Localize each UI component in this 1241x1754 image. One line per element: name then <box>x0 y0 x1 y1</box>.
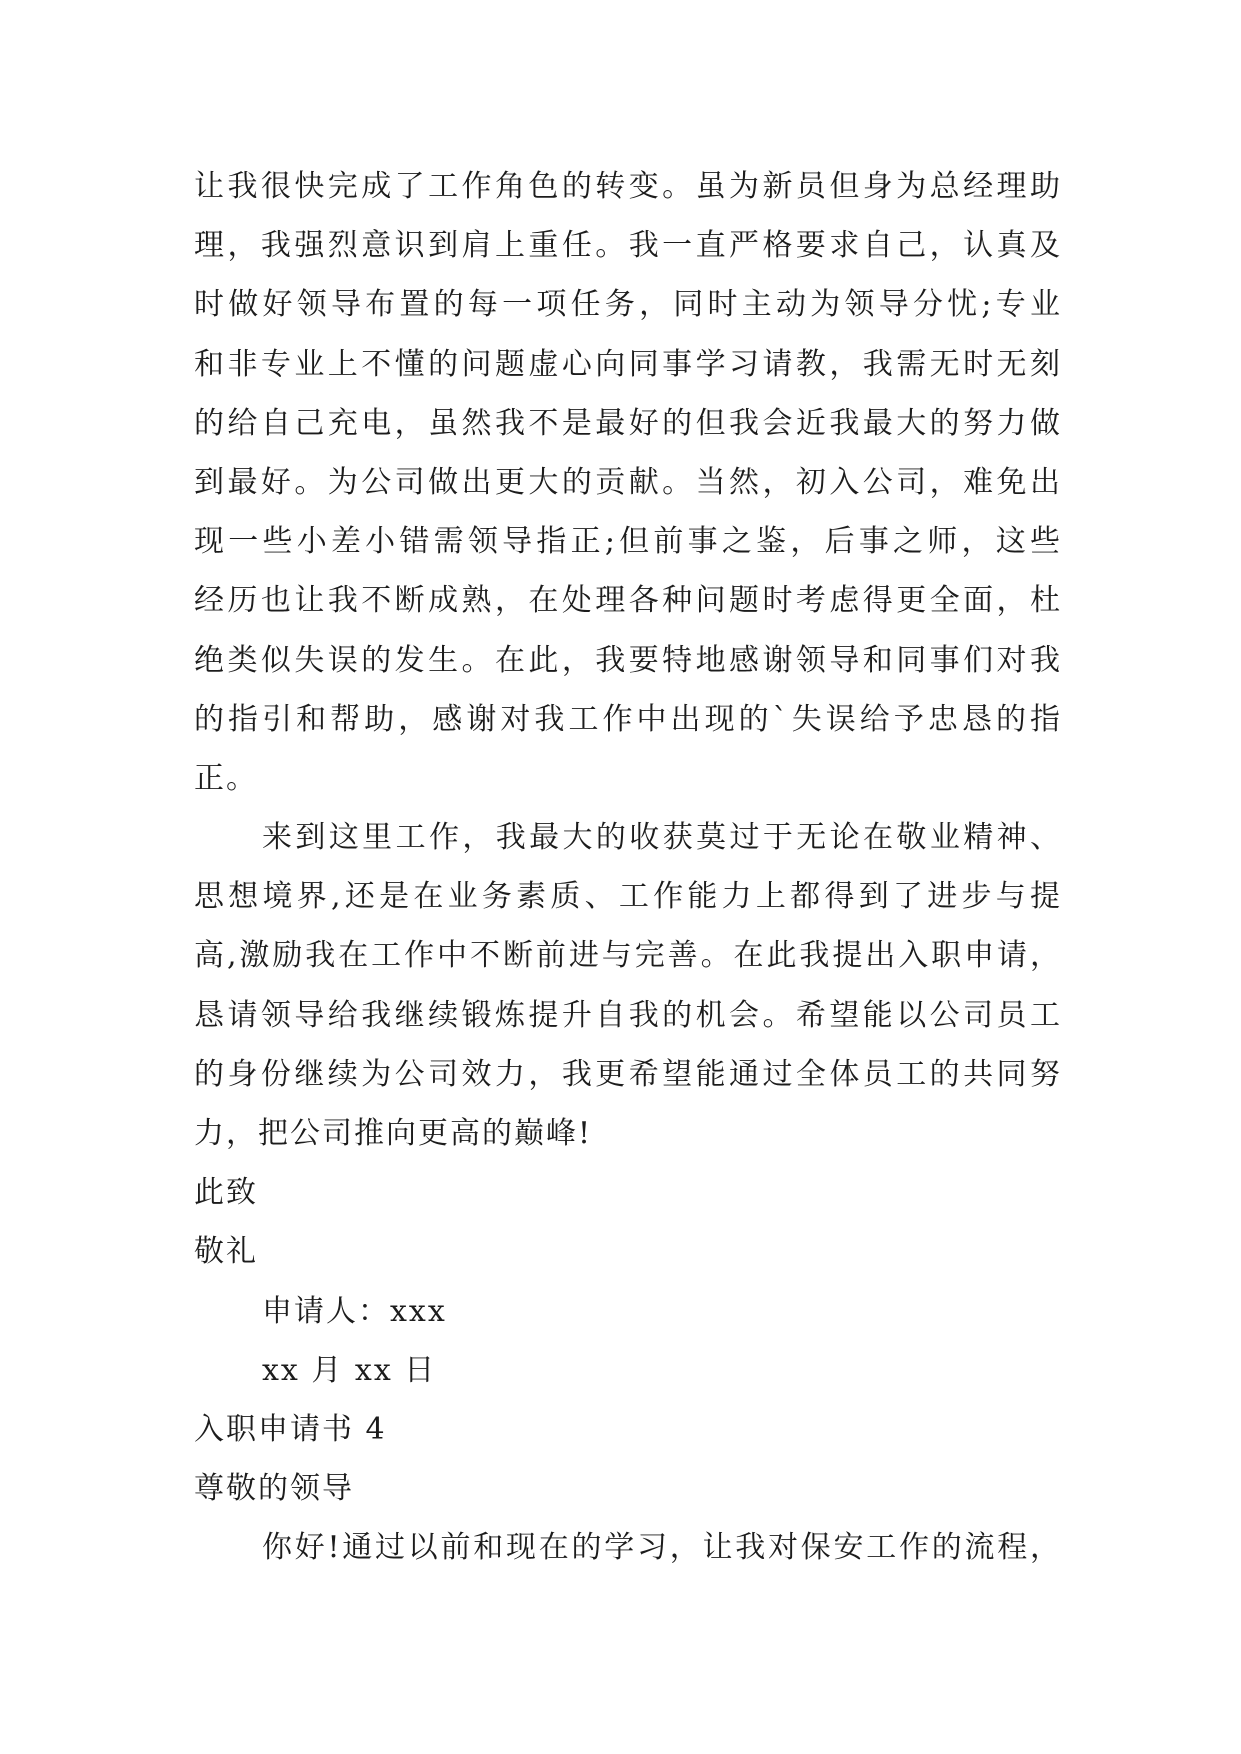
letter-opening-line: 你好!通过以前和现在的学习，让我对保安工作的流程， <box>262 1530 1062 1566</box>
paragraph-line: 让我很快完成了工作角色的转变。虽为新员但身为总经理助 <box>194 169 1062 204</box>
signature-date: xx 月 xx 日 <box>262 1352 437 1388</box>
paragraph-line: 恳请领导给我继续锻炼提升自我的机会。希望能以公司员工 <box>194 997 1062 1033</box>
paragraph-line: 经历也让我不断成熟，在处理各种问题时考虑得更全面，杜 <box>194 583 1062 619</box>
paragraph-line: 正。 <box>194 760 258 796</box>
letter-body-paragraph <box>194 157 1062 808</box>
paragraph-line: 的指引和帮助，感谢对我工作中出现的`失误给予忠恳的指 <box>194 701 1062 737</box>
paragraph-line: 现一些小差小错需领导指正;但前事之鉴，后事之师，这些 <box>194 524 1062 560</box>
letter-greeting: 尊敬的领导 <box>194 1471 354 1507</box>
paragraph-line: 力，把公司推向更高的巅峰! <box>194 1116 593 1151</box>
paragraph-line: 绝类似失误的发生。在此，我要特地感谢领导和同事们对我 <box>194 642 1062 678</box>
letter-body-paragraph <box>194 808 1062 1163</box>
paragraph-line: 高,激励我在工作中不断前进与完善。在此我提出入职申请， <box>194 938 1062 974</box>
document-page <box>194 157 1062 1578</box>
paragraph-line: 时做好领导布置的每一项任务，同时主动为领导分忧;专业 <box>194 287 1062 323</box>
closing-text: 此致 <box>194 1175 258 1211</box>
paragraph-line: 的给自己充电，虽然我不是最好的但我会近我最大的努力做 <box>194 405 1062 441</box>
paragraph-line: 理，我强烈意识到肩上重任。我一直严格要求自己，认真及 <box>194 228 1062 264</box>
section-heading: 入职申请书 4 <box>194 1411 387 1447</box>
paragraph-line: 到最好。为公司做出更大的贡献。当然，初入公司，难免出 <box>194 464 1062 500</box>
salutation-text: 敬礼 <box>194 1234 258 1270</box>
paragraph-line: 思想境界,还是在业务素质、工作能力上都得到了进步与提 <box>194 879 1062 915</box>
applicant-signature: 申请人：xxx <box>262 1293 447 1329</box>
paragraph-line: 来到这里工作，我最大的收获莫过于无论在敬业精神、 <box>262 820 1062 856</box>
paragraph-line: 的身份继续为公司效力，我更希望能通过全体员工的共同努 <box>194 1056 1062 1092</box>
paragraph-line: 和非专业上不懂的问题虚心向同事学习请教，我需无时无刻 <box>194 346 1062 382</box>
